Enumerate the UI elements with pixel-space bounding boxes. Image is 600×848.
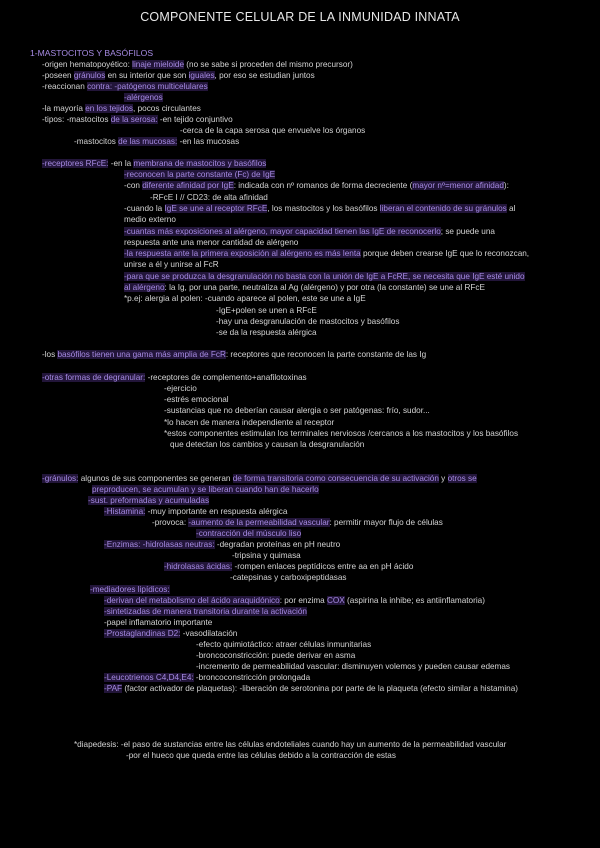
- note-line: -sust. preformadas y acumuladas: [88, 496, 210, 505]
- note-line: -provoca: -aumento de la permeabilidad vascular: permitir mayor flujo de células: [152, 518, 443, 527]
- note-line: preproducen, se acumulan y se liberan cuando han de hacerlo: [92, 485, 319, 494]
- note-line: -sintetizadas de manera transitoria durante la activación: [104, 607, 307, 616]
- note-line: -contracción del músculo liso: [196, 529, 302, 538]
- note-line: -efecto quimiotáctico: atraer células inmunitarias: [196, 640, 372, 649]
- note-line: al alérgeno: la Ig, por una parte, neutraliza al Ag (alérgeno) y por otra (la constante) se une al RFcE: [124, 283, 485, 292]
- note-line: -RFcE I // CD23: de alta afinidad: [150, 193, 268, 202]
- note-line: -gránulos: algunos de sus componentes se generan de forma transitoria como consecuencia de su activación y otros se: [42, 474, 477, 483]
- note-line: -los basófilos tienen una gama más amplia de FcR: receptores que reconocen la parte constante de las Ig: [42, 350, 427, 359]
- note-line: -IgE+polen se unen a RFcE: [216, 306, 317, 315]
- note-line: -origen hematopoyético: linaje mieloide (no se sabe si proceden del mismo precursor): [42, 60, 353, 69]
- note-line: -sustancias que no deberían causar alergia o ser patógenas: frío, sudor...: [164, 406, 430, 415]
- note-line: -derivan del metabolismo del ácido araquidónico: por enzima COX (aspirina la inhibe; es antiinflamatoria): [104, 596, 485, 605]
- note-line: -Prostaglandinas D2: -vasodilatación: [104, 629, 238, 638]
- note-line: -incremento de permeabilidad vascular: disminuyen volemos y pueden causar edemas: [196, 662, 511, 671]
- note-line: medio externo: [124, 215, 176, 224]
- note-line: -la mayoría en los tejidos, pocos circulantes: [42, 104, 201, 113]
- note-line: unirse a él y unirse al FcR: [124, 260, 219, 269]
- note-line: -para que se produzca la desgranulación no basta con la unión de IgE a FcRE, se necesita que IgE esté unido: [124, 272, 525, 281]
- note-line: -PAF (factor activador de plaquetas): -liberación de serotonina por parte de la plaqueta (efecto similar a histamina): [104, 684, 518, 693]
- note-line: -cuando la IgE se une al receptor RFcE, los mastocitos y los basófilos liberan el contenido de su gránulos al: [124, 204, 516, 213]
- note-line: -con diferente afinidad por IgE: indicada con nº romanos de forma decreciente (mayor nº=menor afinidad):: [124, 181, 509, 190]
- note-line: -reaccionan contra: -patógenos multicelulares: [42, 82, 208, 91]
- note-line: respuesta ante una menor cantidad de alérgeno: [124, 238, 299, 247]
- note-line: -se da la respuesta alérgica: [216, 328, 317, 337]
- note-line: -reconocen la parte constante (Fc) de IgE: [124, 170, 276, 179]
- note-line: -receptores RFcE: -en la membrana de mastocitos y basófilos: [42, 159, 267, 168]
- note-line: -catepsinas y carboxipeptidasas: [230, 573, 347, 582]
- note-line: -alérgenos: [124, 93, 163, 102]
- note-line: -mastocitos de las mucosas: -en las mucosas: [74, 137, 240, 146]
- note-line: -cerca de la capa serosa que envuelve los órganos: [180, 126, 366, 135]
- note-line: -cuantas más exposiciones al alérgeno, mayor capacidad tienen las IgE de reconocerlo; se puede una: [124, 227, 495, 236]
- note-line: *estos componentes estimulan los terminales nerviosos /cercanos a los mastocitos y los basófilos: [164, 429, 519, 438]
- note-line: -ejercicio: [164, 384, 197, 393]
- note-line: -Histamina: -muy importante en respuesta alérgica: [104, 507, 288, 516]
- note-line: -por el hueco que queda entre las células debido a la contracción de estas: [126, 751, 396, 760]
- page-title: COMPONENTE CELULAR DE LA INMUNIDAD INNATA: [140, 10, 460, 24]
- note-line: -hidrolasas ácidas: -rompen enlaces peptídicos entre aa en pH ácido: [164, 562, 414, 571]
- note-line: -Leucotrienos C4,D4,E4: -broncoconstricción prolongada: [104, 673, 311, 682]
- note-line: -la respuesta ante la primera exposición al alérgeno es más lenta porque deben crearse IgE que lo reconozcan,: [124, 249, 530, 258]
- note-line: -broncoconstricción: puede derivar en asma: [196, 651, 356, 660]
- note-line: -mediadores lipídicos:: [90, 585, 170, 594]
- note-line: -poseen gránulos en su interior que son iguales, por eso se estudian juntos: [42, 71, 315, 80]
- note-line: -tripsina y quimasa: [232, 551, 301, 560]
- note-line: -Enzimas: -hidrolasas neutras: -degradan proteínas en pH neutro: [104, 540, 341, 549]
- note-line: -hay una desgranulación de mastocitos y basófilos: [216, 317, 400, 326]
- note-line: *p.ej: alergia al polen: -cuando aparece al polen, este se une a IgE: [124, 294, 366, 303]
- note-line: *diapedesis: -el paso de sustancias entre las células endoteliales cuando hay un aumento de la permeabilidad vascular: [74, 740, 507, 749]
- note-line: *lo hacen de manera independiente al receptor: [164, 418, 335, 427]
- note-line: que detectan los cambios y causan la desgranulación: [170, 440, 365, 449]
- note-line: -estrés emocional: [164, 395, 229, 404]
- note-line: -tipos: -mastocitos de la serosa: -en tejido conjuntivo: [42, 115, 233, 124]
- section-heading: 1-MASTOCITOS Y BASÓFILOS: [30, 48, 154, 58]
- note-line: -papel inflamatorio importante: [104, 618, 213, 627]
- note-line: -otras formas de degranular: -receptores de complemento+anafilotoxinas: [42, 373, 307, 382]
